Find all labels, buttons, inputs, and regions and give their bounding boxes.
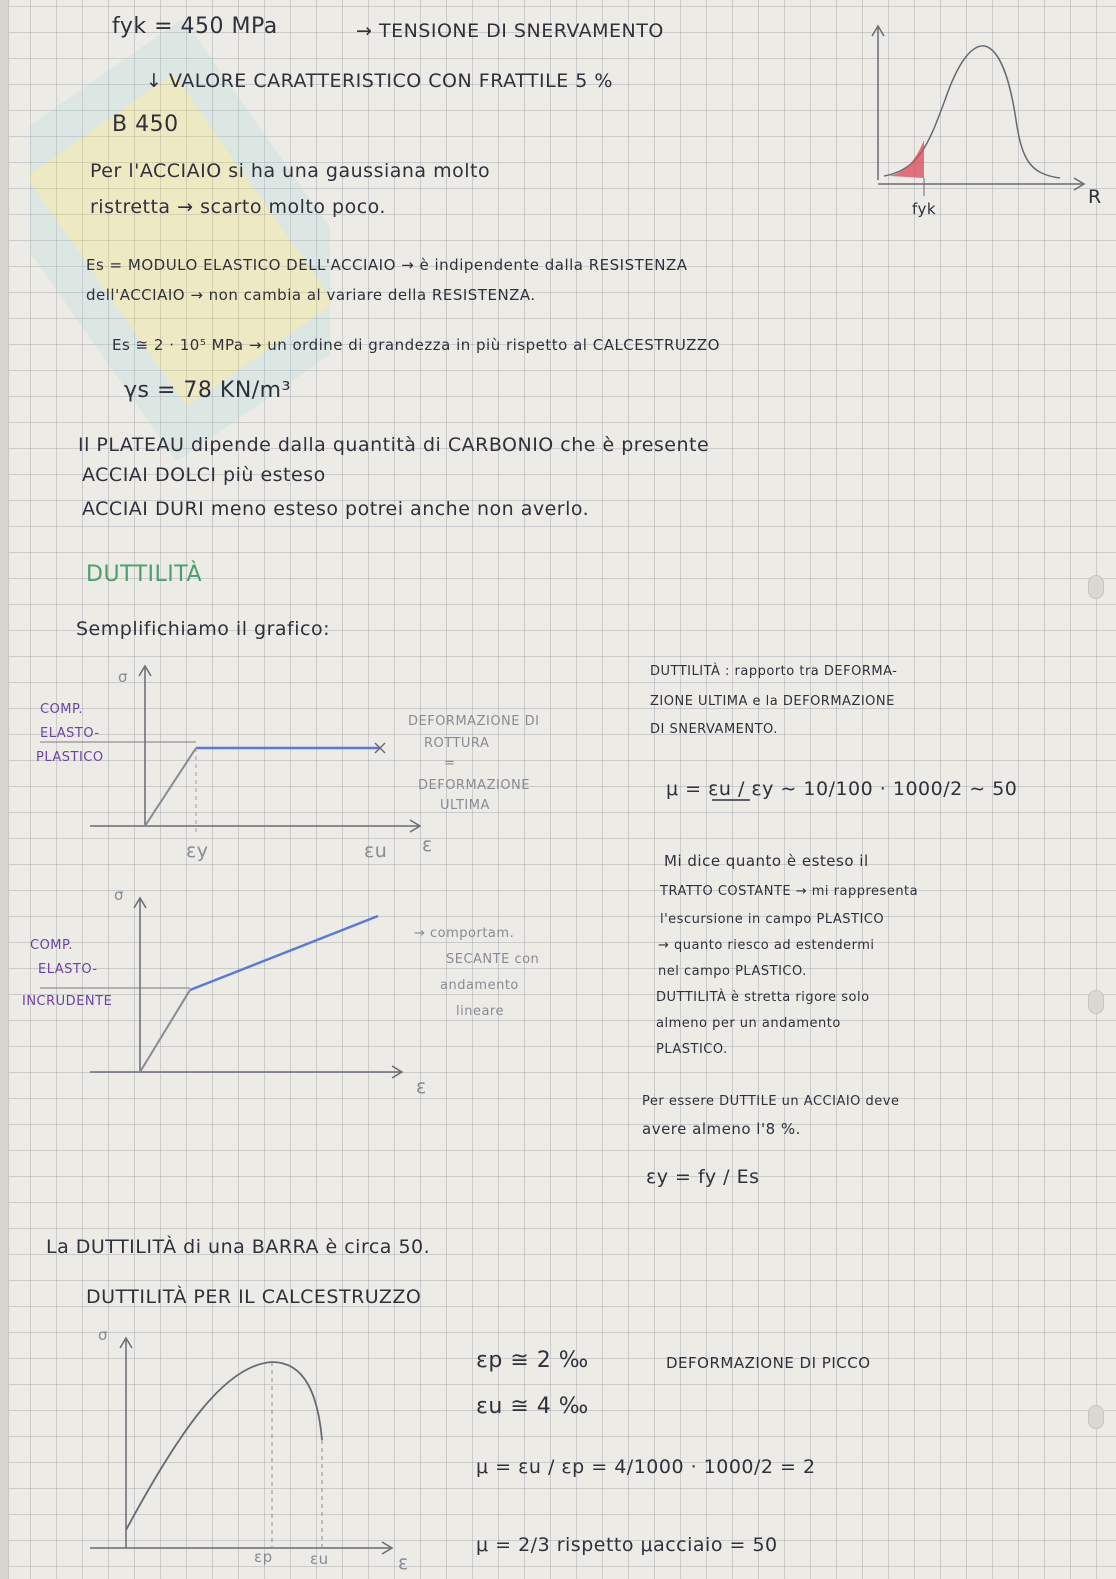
mu-formula-calcestruzzo: μ = εu / εp = 4/1000 · 1000/2 = 2 (476, 1456, 816, 1478)
calc-sigma: σ (98, 1326, 109, 1344)
graph1-eu: εu (364, 840, 388, 862)
def-line-3: DI SNERVAMENTO. (650, 722, 778, 737)
acciaio-line-2: avere almeno l'8 %. (642, 1120, 801, 1138)
mu-formula-acciaio: μ = εu / εy ∼ 10/100 · 1000/2 ∼ 50 (666, 778, 1018, 800)
gauss-fyk-label: fyk (912, 200, 937, 218)
explain-line-1: Mi dice quanto è esteso il (664, 852, 869, 870)
explain-line-4: → quanto riesco ad estendermi (658, 938, 875, 953)
barra-duttilita: La DUTTILITÀ di una BARRA è circa 50. (46, 1236, 431, 1258)
graph2-label-1: COMP. (30, 938, 73, 953)
graph1-note-5: ULTIMA (440, 798, 490, 813)
graph1-note-4: DEFORMAZIONE (418, 778, 530, 793)
gauss-axis-r: R (1088, 186, 1102, 208)
modulo-line1: Es = MODULO ELASTICO DELL'ACCIAIO → è indipendente dalla RESISTENZA (86, 256, 688, 274)
explain-line-5: nel campo PLASTICO. (658, 964, 807, 979)
duttilita-intro: Semplifichiamo il grafico: (76, 618, 330, 640)
graph1-ey: εy (186, 840, 209, 862)
graph1-label-3: PLASTICO (36, 750, 104, 765)
graph2-note-4: lineare (456, 1004, 504, 1019)
calc-ep-label: εp (254, 1548, 273, 1566)
explain-line-3: l'escursione in campo PLASTICO (660, 912, 885, 927)
valore-caratteristico: ↓ VALORE CARATTERISTICO CON FRATTILE 5 % (146, 70, 613, 92)
plateau-line3: ACCIAI DURI meno esteso potrei anche non averlo. (82, 498, 590, 520)
def-line-2: ZIONE ULTIMA e la DEFORMAZIONE (650, 694, 895, 709)
graph1-note-3: = (444, 756, 456, 771)
graph2-note-3: andamento (440, 978, 519, 993)
graph1-note-1: DEFORMAZIONE DI (408, 714, 540, 729)
ey-formula: εy = fy / Es (646, 1166, 760, 1188)
graph2-label-3: INCRUDENTE (22, 994, 113, 1009)
es-value: Es ≅ 2 · 10⁵ MPa → un ordine di grandezza in più rispetto al CALCESTRUZZO (112, 336, 720, 354)
calcestruzzo-heading: DUTTILITÀ PER IL CALCESTRUZZO (86, 1286, 422, 1308)
graph2-note-2: SECANTE con (446, 952, 540, 967)
plateau-line1: Il PLATEAU dipende dalla quantità di CARBONIO che è presente (78, 434, 710, 456)
def-line-1: DUTTILITÀ : rapporto tra DEFORMA- (650, 664, 898, 679)
calc-eps: ε (398, 1552, 409, 1574)
b450-label: B 450 (112, 112, 179, 137)
graph1-sigma: σ (118, 668, 129, 686)
modulo-line2: dell'ACCIAIO → non cambia al variare della RESISTENZA. (86, 286, 536, 304)
ep-value: εp ≅ 2 ‰ (476, 1348, 589, 1373)
gaussian-chart (872, 26, 1084, 196)
explain-line-6: DUTTILITÀ è stretta rigore solo (656, 990, 870, 1005)
mu-compare: μ = 2/3 rispetto μacciaio = 50 (476, 1534, 778, 1556)
gamma-s: γs = 78 KN/m³ (124, 378, 291, 403)
explain-line-2: TRATTO COSTANTE → mi rappresenta (660, 884, 919, 899)
graph-elasto-incrudente (40, 898, 402, 1078)
graph-calcestruzzo (90, 1338, 392, 1554)
ep-description: DEFORMAZIONE DI PICCO (666, 1354, 871, 1372)
duttilita-heading: DUTTILITÀ (86, 562, 203, 587)
graph2-sigma: σ (114, 886, 125, 904)
explain-line-7: almeno per un andamento (656, 1016, 841, 1031)
tensione-snervamento: → TENSIONE DI SNERVAMENTO (356, 20, 664, 42)
graph1-label-2: ELASTO- (40, 726, 100, 741)
gauss-text-line1: Per l'ACCIAIO si ha una gaussiana molto (90, 160, 491, 182)
calc-eu-label: εu (310, 1550, 329, 1568)
graph2-note-1: → comportam. (414, 926, 515, 941)
graph-elasto-plastico (40, 666, 420, 832)
graph1-label-1: COMP. (40, 702, 83, 717)
graph1-note-2: ROTTURA (424, 736, 490, 751)
graph1-eps: ε (422, 834, 433, 856)
acciaio-line-1: Per essere DUTTILE un ACCIAIO deve (642, 1094, 900, 1109)
fyk-definition: fyk = 450 MPa (112, 14, 278, 39)
graph2-label-2: ELASTO- (38, 962, 98, 977)
eu-value: εu ≅ 4 ‰ (476, 1394, 589, 1419)
explain-line-8: PLASTICO. (656, 1042, 728, 1057)
plateau-line2: ACCIAI DOLCI più esteso (82, 464, 326, 486)
gauss-text-line2: ristretta → scarto molto poco. (90, 196, 386, 218)
graph2-eps: ε (416, 1076, 427, 1098)
